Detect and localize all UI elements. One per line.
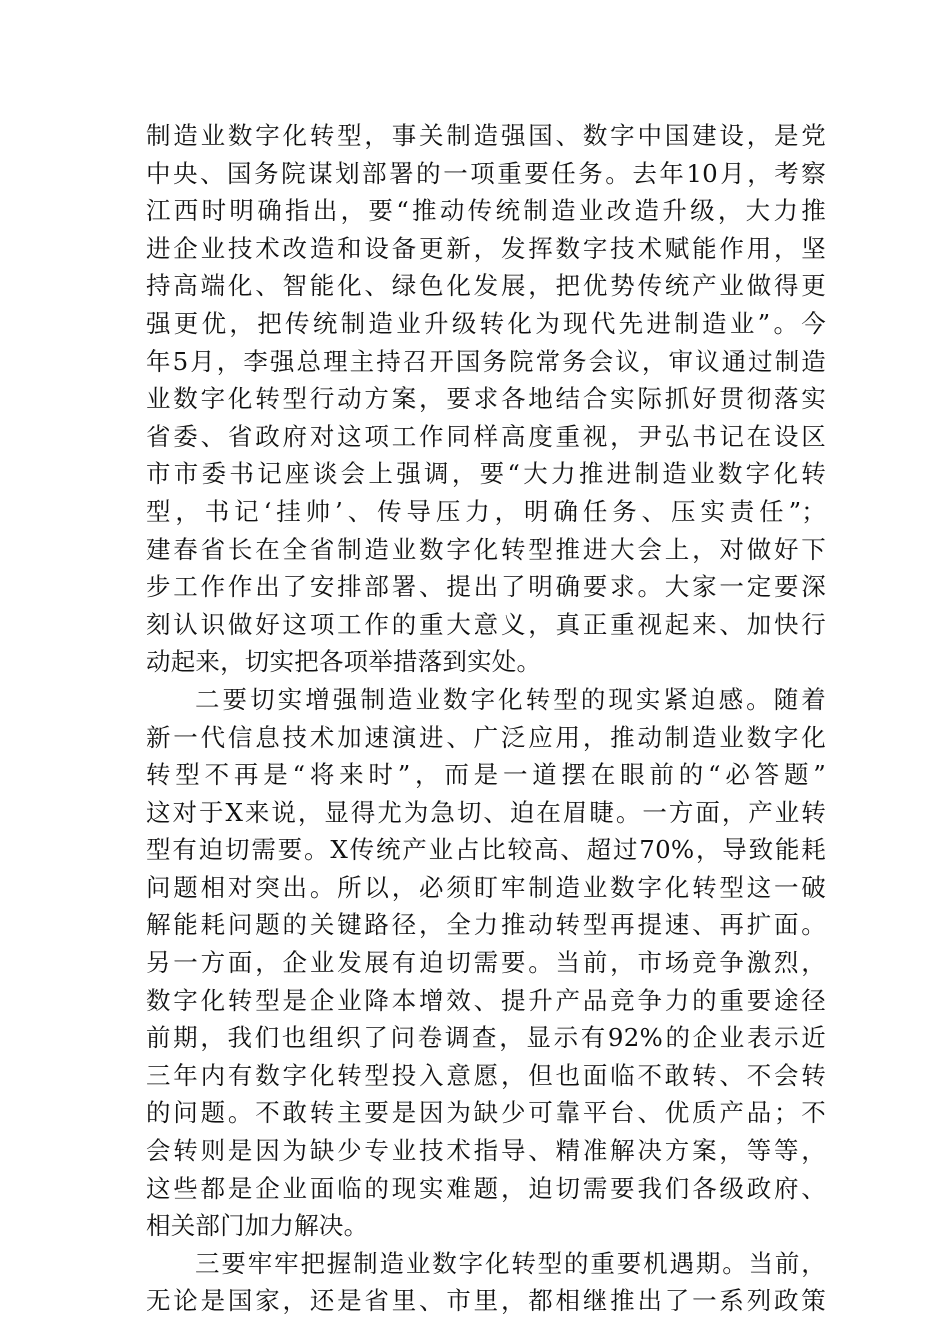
paragraph-1	[146, 117, 826, 681]
text-line: 制造业数字化转型，事关制造强国、数字中国建设，是党	[146, 121, 826, 150]
text-line: 持高端化、智能化、绿色化发展，把优势传统产业做得更	[146, 271, 826, 301]
text-line: 三要牢牢把握制造业数字化转型的重要机遇期。当前，	[195, 1248, 826, 1278]
text-line: 型有迫切需要。X传统产业占比较高、超过70%，导致能耗	[146, 835, 826, 865]
text-line: 另一方面，企业发展有迫切需要。当前，市场竞争激烈，	[146, 948, 826, 978]
text-line: 三年内有数字化转型投入意愿，但也面临不敢转、不会转	[146, 1060, 826, 1090]
text-line: 前期，我们也组织了问卷调查，显示有92%的企业表示近	[146, 1023, 826, 1053]
text-line: 新一代信息技术加速演进、广泛应用，推动制造业数字化	[146, 722, 826, 752]
text-line: 会转则是因为缺少专业技术指导、精准解决方案，等等，	[146, 1136, 826, 1166]
document-body	[146, 117, 826, 1320]
paragraph-3	[146, 1245, 826, 1320]
text-line: 型，书记‘挂帅’、传导压力，明确任务、压实责任”；	[146, 496, 826, 526]
text-line: 中央、国务院谋划部署的一项重要任务。去年10月，考察	[146, 158, 826, 188]
text-line: 省委、省政府对这项工作同样高度重视，尹弘书记在设区	[146, 421, 826, 451]
text-line: 解能耗问题的关键路径，全力推动转型再提速、再扩面。	[146, 910, 826, 940]
text-line: 进企业技术改造和设备更新，发挥数字技术赋能作用，坚	[146, 233, 826, 263]
text-line: 江西时明确指出，要“推动传统制造业改造升级，大力推	[146, 196, 826, 226]
text-line: 的问题。不敢转主要是因为缺少可靠平台、优质产品；不	[146, 1098, 826, 1128]
text-line: 这对于X来说，显得尤为急切、迫在眉睫。一方面，产业转	[146, 797, 826, 827]
text-line: 无论是国家，还是省里、市里，都相继推出了一系列政策	[146, 1286, 826, 1316]
text-line: 问题相对突出。所以，必须盯牢制造业数字化转型这一破	[146, 872, 826, 902]
paragraph-2	[146, 681, 826, 1245]
text-line: 相关部门加力解决。	[146, 1211, 369, 1241]
text-line: 这些都是企业面临的现实难题，迫切需要我们各级政府、	[146, 1173, 826, 1203]
text-line: 转型不再是“将来时”，而是一道摆在眼前的“必答题”	[146, 760, 826, 790]
text-line: 建春省长在全省制造业数字化转型推进大会上，对做好下	[146, 534, 826, 564]
text-line: 刻认识做好这项工作的重大意义，真正重视起来、加快行	[146, 609, 826, 639]
text-line: 动起来，切实把各项举措落到实处。	[146, 647, 542, 677]
text-line: 业数字化转型行动方案，要求各地结合实际抓好贯彻落实	[146, 384, 826, 414]
text-line: 二要切实增强制造业数字化转型的现实紧迫感。随着	[195, 684, 826, 714]
text-line: 市市委书记座谈会上强调，要“大力推进制造业数字化转	[146, 459, 826, 489]
text-line: 强更优，把传统制造业升级转化为现代先进制造业”。今	[146, 308, 826, 338]
text-line: 年5月，李强总理主持召开国务院常务会议，审议通过制造	[146, 346, 826, 376]
text-line: 数字化转型是企业降本增效、提升产品竞争力的重要途径	[146, 985, 826, 1015]
text-line: 步工作作出了安排部署、提出了明确要求。大家一定要深	[146, 572, 826, 602]
